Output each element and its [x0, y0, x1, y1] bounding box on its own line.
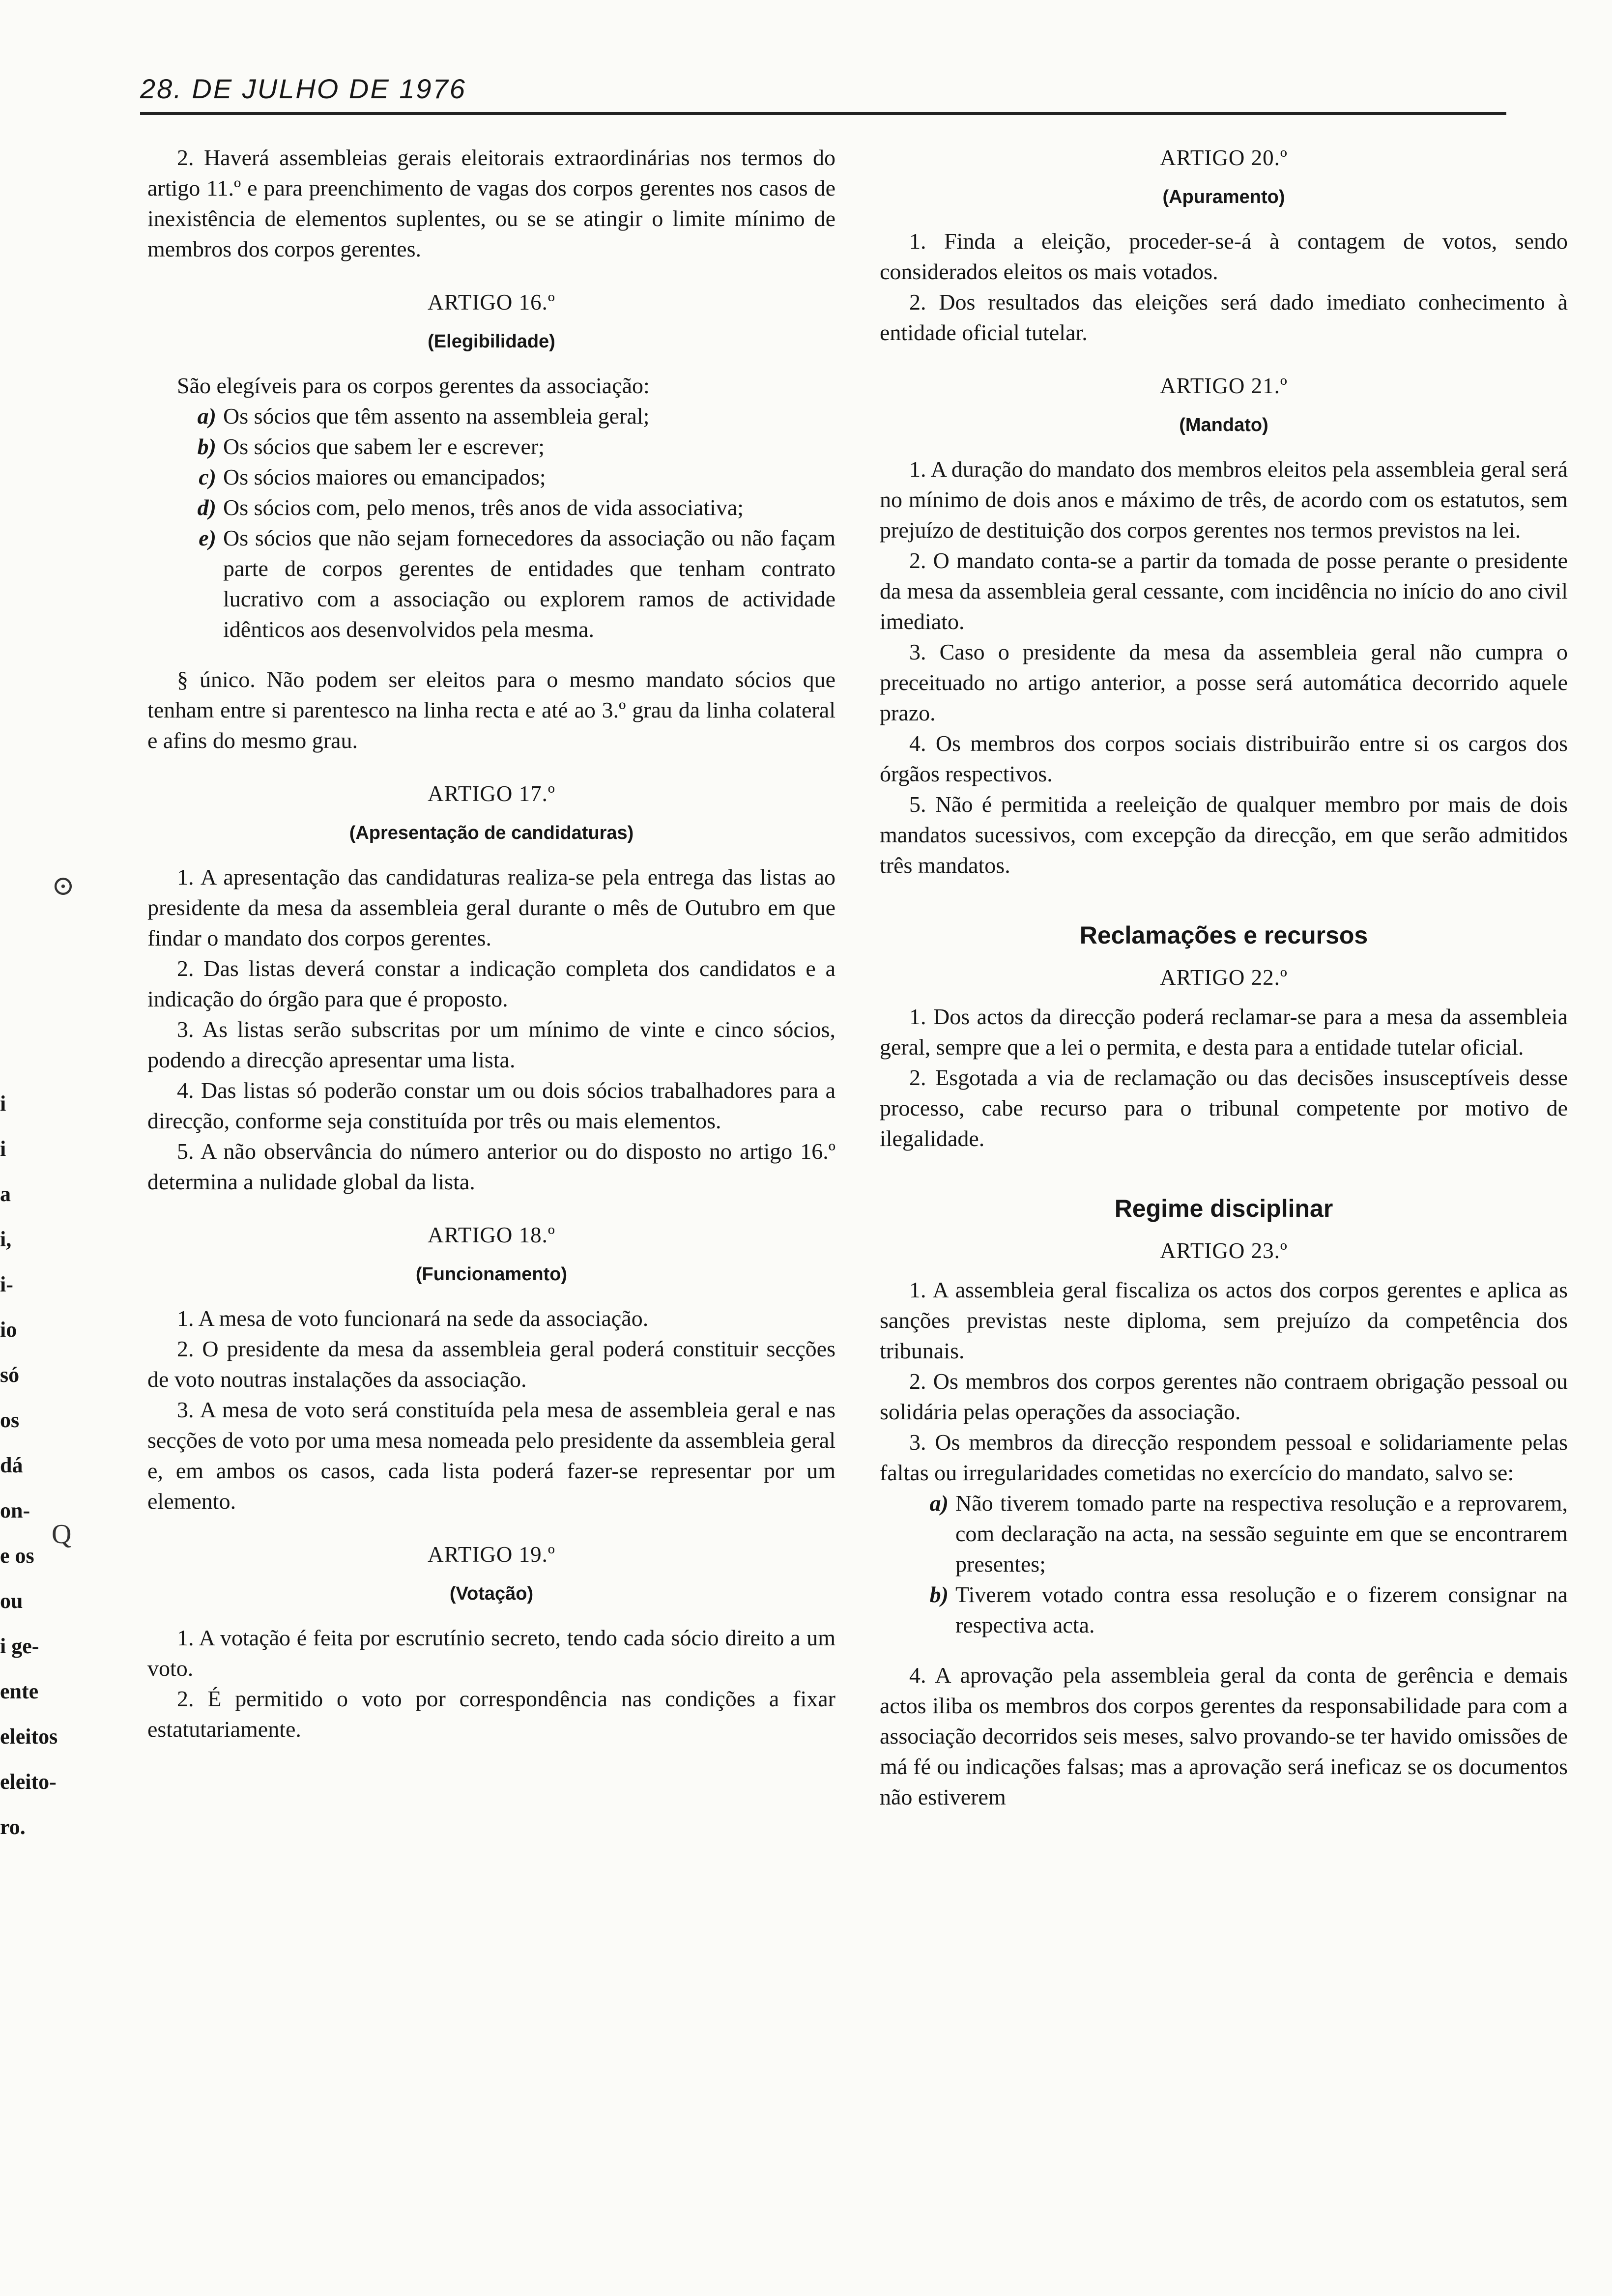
right-column — [880, 143, 1568, 2221]
article-title: ARTIGO 16.º — [428, 290, 555, 315]
list-item-text: Os sócios maiores ou emancipados; — [223, 464, 546, 489]
list-item-text: Não tiverem tomado parte na respectiva resolução e a reprovarem, com declaração na acta, na sessão seguinte em que se encontrarem presentes; — [955, 1491, 1568, 1577]
article-subtitle: (Elegibilidade) — [428, 331, 555, 352]
page-date: 28. DE JULHO DE 1976 — [140, 73, 466, 104]
article-subtitle: (Apresentação de candidaturas) — [349, 823, 634, 843]
list-item-label: d) — [197, 495, 216, 520]
paragraph: 1. A assembleia geral fiscaliza os actos dos corpos gerentes e aplica as sanções previstas neste diploma, sem prejuízo da competência dos tribunais. — [880, 1277, 1568, 1363]
list-item-text: Os sócios com, pelo menos, três anos de vida associativa; — [223, 495, 744, 520]
edge-fragment: i- — [0, 1272, 13, 1296]
paragraph: 2. Esgotada a via de reclamação ou das decisões insusceptíveis desse processo, cabe recurso para o tribunal competente por motivo de ilegalidade. — [880, 1065, 1568, 1151]
edge-fragment: io — [0, 1318, 17, 1342]
paragraph: 4. Das listas só poderão constar um ou dois sócios trabalhadores para a direcção, conforme seja constituída por três ou mais elementos. — [147, 1078, 835, 1133]
article-title: ARTIGO 23.º — [1160, 1238, 1288, 1263]
article-title: ARTIGO 17.º — [428, 781, 555, 806]
article-title: ARTIGO 21.º — [1160, 373, 1288, 398]
list-item-label: a) — [929, 1491, 949, 1516]
paragraph: São elegíveis para os corpos gerentes da associação: — [177, 373, 650, 398]
list-item — [177, 431, 835, 462]
article-subtitle: (Apuramento) — [1162, 187, 1285, 207]
list-item — [177, 401, 835, 431]
section-heading: Reclamações e recursos — [1079, 921, 1368, 949]
paragraph: 1. A votação é feita por escrutínio secreto, tendo cada sócio direito a um voto. — [147, 1625, 835, 1681]
list-item-label: e) — [199, 525, 216, 550]
list-item-text: Os sócios que têm assento na assembleia geral; — [223, 403, 650, 429]
binding-hole-mark: Q — [52, 1519, 72, 1550]
edge-fragment: eleito- — [0, 1770, 57, 1794]
paragraph: 2. Haverá assembleias gerais eleitorais extraordinárias nos termos do artigo 11.º e para preenchimento de vagas dos corpos gerentes nos casos de inexistência de elementos suplentes, ou se se atingir o limite mínimo de membros dos corpos gerentes. — [147, 145, 835, 261]
list-item — [909, 1579, 1568, 1640]
paragraph: 3. Os membros da direcção respondem pessoal e solidariamente pelas faltas ou irregularidades cometidas no exercício do mandato, salvo se: — [880, 1430, 1568, 1485]
list-item — [177, 492, 835, 523]
edge-fragment: on- — [0, 1498, 30, 1522]
paragraph: 2. É permitido o voto por correspondência nas condições a fixar estatutariamente. — [147, 1686, 835, 1742]
list-item — [177, 523, 835, 645]
paragraph: 3. As listas serão subscritas por um mínimo de vinte e cinco sócios, podendo a direcção apresentar uma lista. — [147, 1017, 835, 1072]
list-item — [177, 462, 835, 492]
edge-fragment: ente — [0, 1679, 39, 1703]
edge-fragment: i — [0, 1091, 6, 1116]
section-heading: Regime disciplinar — [1114, 1195, 1333, 1222]
paragraph: 3. Caso o presidente da mesa da assembleia geral não cumpra o preceituado no artigo anterior, a posse será automática decorrido aquele prazo. — [880, 639, 1568, 725]
paragraph: 2. Os membros dos corpos gerentes não contraem obrigação pessoal ou solidária pelas operações da associação. — [880, 1369, 1568, 1424]
article-title: ARTIGO 22.º — [1160, 965, 1288, 990]
article-subtitle: (Mandato) — [1179, 415, 1268, 435]
paragraph: 5. Não é permitida a reeleição de qualquer membro por mais de dois mandatos sucessivos, com excepção da direcção, em que serão admitidos três mandatos. — [880, 792, 1568, 878]
list-item-label: b) — [197, 434, 216, 459]
list-item-text: Tiverem votado contra essa resolução e o fizerem consignar na respectiva acta. — [955, 1582, 1568, 1637]
paragraph: 1. Finda a eleição, proceder-se-á à contagem de votos, sendo considerados eleitos os mais votados. — [880, 229, 1568, 284]
paragraph: 2. Das listas deverá constar a indicação completa dos candidatos e a indicação do órgão para que é proposto. — [147, 956, 835, 1011]
left-edge-fragments — [0, 1081, 64, 1850]
edge-fragment: e os — [0, 1544, 34, 1568]
list-item — [909, 1488, 1568, 1579]
edge-fragment: ou — [0, 1589, 23, 1613]
article-title: ARTIGO 19.º — [428, 1542, 555, 1567]
edge-fragment: i ge- — [0, 1634, 39, 1658]
edge-fragment: dá — [0, 1453, 23, 1477]
list-item-text: Os sócios que não sejam fornecedores da associação ou não façam parte de corpos gerentes de entidades que tenham contrato lucrativo com a associação ou explorem ramos de actividade idênticos aos desenvolvidos pela mesma. — [223, 525, 835, 642]
paragraph: 1. A mesa de voto funcionará na sede da associação. — [177, 1306, 649, 1331]
list-item-label: a) — [197, 403, 216, 429]
edge-fragment: os — [0, 1408, 20, 1432]
article-subtitle: (Votação) — [449, 1583, 534, 1604]
edge-fragment: eleitos — [0, 1724, 58, 1749]
edge-fragment: a — [0, 1182, 11, 1206]
list-item-label: c) — [199, 464, 216, 489]
edge-fragment: ro. — [0, 1815, 26, 1839]
spacer — [147, 645, 835, 664]
paragraph: 2. O mandato conta-se a partir da tomada de posse perante o presidente da mesa da assembleia geral cessante, com incidência no início do ano civil imediato. — [880, 548, 1568, 634]
binding-hole-mark: ⊙ — [52, 871, 75, 901]
paragraph: 1. A duração do mandato dos membros eleitos pela assembleia geral será no mínimo de dois anos e máximo de três, de acordo com os estatutos, sem prejuízo de destituição dos corpos gerentes nos termos previstos na lei. — [880, 457, 1568, 543]
page-header — [140, 73, 1506, 115]
edge-fragment: i, — [0, 1227, 12, 1251]
left-column — [147, 143, 835, 2221]
article-title: ARTIGO 20.º — [1160, 145, 1288, 170]
paragraph: 1. A apresentação das candidaturas realiza-se pela entrega das listas ao presidente da mesa da assembleia geral durante o mês de Outubro em que findar o mandato dos corpos gerentes. — [147, 864, 835, 950]
list-item-text: Os sócios que sabem ler e escrever; — [223, 434, 545, 459]
paragraph: 4. A aprovação pela assembleia geral da conta de gerência e demais actos iliba os membros dos corpos gerentes da responsabilidade para com a associação decorridos seis meses, salvo provando-se ter havido omissões de má fé ou indicações falsas; mas a aprovação será ineficaz se os documentos não estiverem — [880, 1663, 1568, 1809]
spacer — [880, 1640, 1568, 1660]
paragraph: 2. Dos resultados das eleições será dado imediato conhecimento à entidade oficial tutelar. — [880, 289, 1568, 345]
paragraph: 1. Dos actos da direcção poderá reclamar-se para a mesa da assembleia geral, sempre que a lei o permita, e desta para a entidade tutelar oficial. — [880, 1004, 1568, 1060]
edge-fragment: i — [0, 1137, 6, 1161]
article-subtitle: (Funcionamento) — [415, 1264, 568, 1285]
list-item-label: b) — [929, 1582, 949, 1607]
article-title: ARTIGO 18.º — [428, 1223, 555, 1247]
paragraph: 4. Os membros dos corpos sociais distribuirão entre si os cargos dos órgãos respectivos. — [880, 731, 1568, 786]
edge-fragment: só — [0, 1363, 20, 1387]
paragraph: 3. A mesa de voto será constituída pela mesa de assembleia geral e nas secções de voto por uma mesa nomeada pelo presidente da assembleia geral e, em ambos os casos, cada lista poderá fazer-se representar por um elemento. — [147, 1397, 835, 1514]
paragraph: 5. A não observância do número anterior ou do disposto no artigo 16.º determina a nulidade global da lista. — [147, 1139, 835, 1194]
paragraph: 2. O presidente da mesa da assembleia geral poderá constituir secções de voto noutras instalações da associação. — [147, 1336, 835, 1392]
paragraph: § único. Não podem ser eleitos para o mesmo mandato sócios que tenham entre si parentesco na linha recta e até ao 3.º grau da linha colateral e afins do mesmo grau. — [147, 667, 835, 753]
